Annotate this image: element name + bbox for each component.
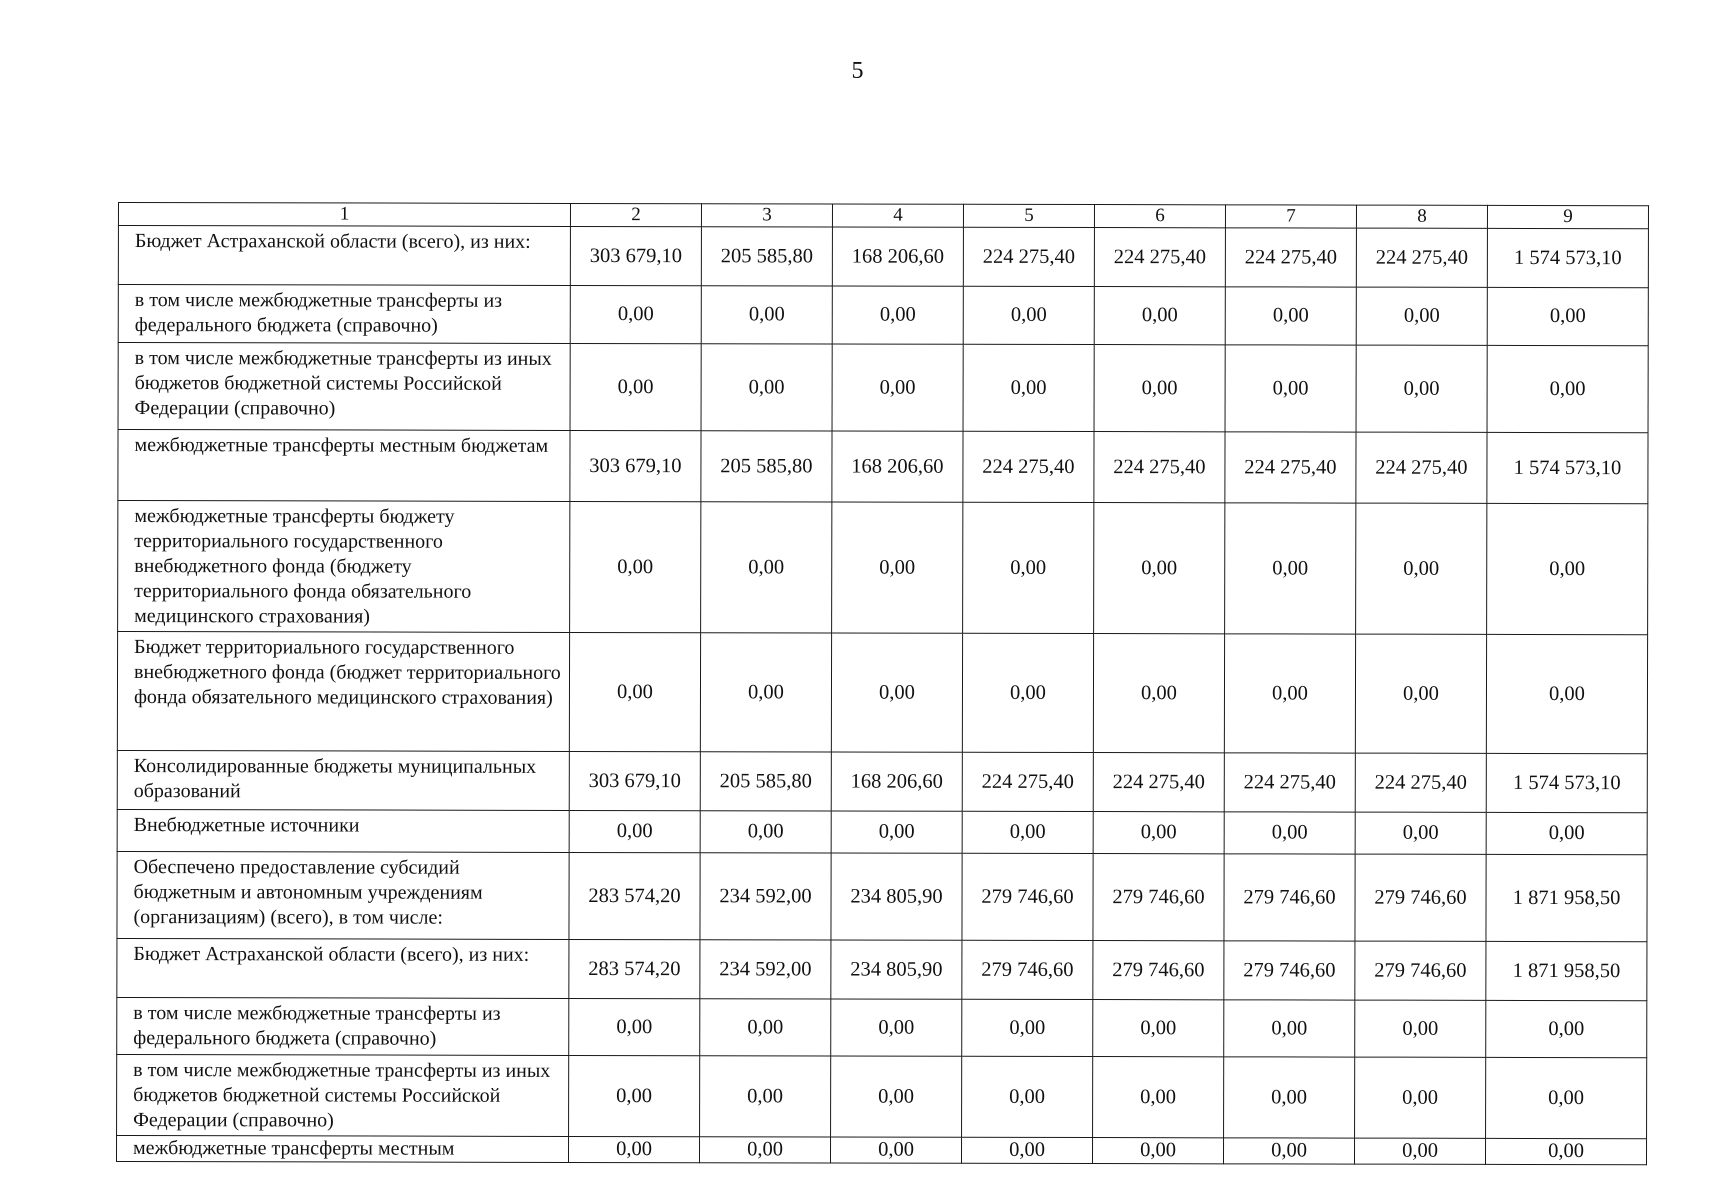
table-cell: 0,00 <box>1486 634 1647 753</box>
table-cell: 0,00 <box>700 999 831 1056</box>
table-cell: 0,00 <box>1485 1138 1646 1164</box>
row-label: Бюджет территориального государственного внебюджетного фонда (бюджет территориального фонда обязательного медицинского страхования) <box>117 632 569 752</box>
table-row <box>117 632 1647 754</box>
table-cell: 0,00 <box>962 811 1093 853</box>
table-row <box>118 285 1648 346</box>
table-cell: 224 275,40 <box>963 431 1094 502</box>
table-cell: 0,00 <box>1486 1057 1647 1138</box>
table-cell: 279 746,60 <box>1355 854 1486 941</box>
table-cell: 205 585,80 <box>701 227 832 286</box>
table-cell: 0,00 <box>1224 812 1355 854</box>
table-cell: 0,00 <box>1486 1000 1647 1057</box>
table-cell: 0,00 <box>1093 634 1224 753</box>
table-cell: 0,00 <box>1224 1057 1355 1138</box>
table-cell: 224 275,40 <box>963 227 1094 286</box>
row-label: Внебюджетные источники <box>117 809 569 852</box>
table-cell: 0,00 <box>570 285 701 343</box>
budget-table <box>116 202 1649 1165</box>
table-cell: 1 871 958,50 <box>1486 941 1647 1000</box>
table-cell: 168 206,60 <box>832 431 963 502</box>
table-cell: 0,00 <box>1487 345 1648 432</box>
table-row <box>116 1135 1646 1164</box>
table-cell: 224 275,40 <box>1225 432 1356 503</box>
row-label: в том числе межбюджетные трансферты из иных бюджетов бюджетной системы Российской Федерации (справочно) <box>117 1054 569 1136</box>
column-header: 3 <box>701 204 832 227</box>
table-cell: 224 275,40 <box>1225 228 1356 287</box>
table-cell: 0,00 <box>832 502 963 633</box>
table-cell: 0,00 <box>568 1136 699 1162</box>
table-cell: 224 275,40 <box>1356 432 1487 503</box>
table-row <box>118 501 1648 635</box>
column-header: 4 <box>832 204 963 227</box>
table-row <box>117 750 1647 812</box>
table-cell: 0,00 <box>830 1137 961 1163</box>
table-cell: 205 585,80 <box>701 431 832 502</box>
table-row <box>118 226 1648 288</box>
column-header: 7 <box>1225 205 1356 228</box>
row-label: Бюджет Астраханской области (всего), из них: <box>117 938 569 998</box>
table-cell: 1 574 573,10 <box>1487 432 1648 503</box>
table-cell: 0,00 <box>701 502 832 633</box>
row-label: межбюджетные трансферты местным <box>116 1135 568 1162</box>
row-label: Бюджет Астраханской области (всего), из них: <box>118 226 570 286</box>
table-cell: 0,00 <box>570 343 701 430</box>
table-row <box>117 938 1647 1000</box>
table-cell: 224 275,40 <box>1094 228 1225 287</box>
table-cell: 0,00 <box>963 502 1094 633</box>
table-cell: 0,00 <box>831 811 962 853</box>
table-cell: 234 592,00 <box>700 853 831 940</box>
table-cell: 279 746,60 <box>1355 941 1486 1000</box>
table-cell: 0,00 <box>1355 1057 1486 1138</box>
table-cell: 0,00 <box>1225 287 1356 345</box>
table-cell: 0,00 <box>1486 812 1647 854</box>
table-row <box>118 430 1648 504</box>
column-header: 2 <box>570 203 701 226</box>
row-label: Консолидированные бюджеты муниципальных образований <box>117 750 569 810</box>
table-cell: 0,00 <box>963 344 1094 431</box>
table-cell: 279 746,60 <box>1224 941 1355 1000</box>
column-header: 9 <box>1487 205 1648 228</box>
table-cell: 168 206,60 <box>831 752 962 811</box>
table-cell: 0,00 <box>1354 1138 1485 1164</box>
table-row <box>117 851 1647 941</box>
table-cell: 224 275,40 <box>1224 753 1355 812</box>
table-cell: 224 275,40 <box>1094 432 1225 503</box>
table-cell: 303 679,10 <box>569 751 700 810</box>
row-label: межбюджетные трансферты бюджету территориального государственного внебюджетного фонда (бюджету территориального фонда обязательного медицинского страхования) <box>118 501 570 633</box>
table-cell: 0,00 <box>700 811 831 853</box>
table-cell: 0,00 <box>1092 1138 1223 1164</box>
table-cell: 224 275,40 <box>962 752 1093 811</box>
table-cell: 0,00 <box>832 286 963 344</box>
table-cell: 0,00 <box>569 1055 700 1136</box>
table-cell: 0,00 <box>962 633 1093 752</box>
table-cell: 205 585,80 <box>700 752 831 811</box>
table-cell: 279 746,60 <box>1093 854 1224 941</box>
table-cell: 224 275,40 <box>1356 228 1487 287</box>
table-cell: 0,00 <box>1356 503 1487 634</box>
column-header: 6 <box>1094 205 1225 228</box>
table-cell: 0,00 <box>1224 634 1355 753</box>
table-cell: 303 679,10 <box>570 430 701 501</box>
table-cell: 234 592,00 <box>700 940 831 999</box>
table-cell: 0,00 <box>1223 1138 1354 1164</box>
table-cell: 0,00 <box>1225 345 1356 432</box>
table-cell: 1 871 958,50 <box>1486 854 1647 941</box>
column-header: 5 <box>963 204 1094 227</box>
table-cell: 0,00 <box>1093 1000 1224 1057</box>
table-cell: 0,00 <box>963 286 1094 344</box>
table-row <box>117 997 1647 1057</box>
table-cell: 0,00 <box>700 1056 831 1137</box>
table-cell: 0,00 <box>1224 1000 1355 1057</box>
table-cell: 234 805,90 <box>831 940 962 999</box>
table-cell: 0,00 <box>701 286 832 344</box>
table-row <box>117 809 1647 854</box>
table-cell: 224 275,40 <box>1093 753 1224 812</box>
row-label: в том числе межбюджетные трансферты из федерального бюджета (справочно) <box>117 997 569 1055</box>
table-cell: 0,00 <box>1487 503 1648 634</box>
table-cell: 0,00 <box>699 1137 830 1163</box>
table-cell: 0,00 <box>700 633 831 752</box>
row-label: межбюджетные трансферты местным бюджетам <box>118 430 570 502</box>
table-cell: 0,00 <box>1355 634 1486 753</box>
table-cell: 0,00 <box>831 1056 962 1137</box>
table-cell: 279 746,60 <box>962 940 1093 999</box>
table-cell: 0,00 <box>831 999 962 1056</box>
table-cell: 0,00 <box>1225 503 1356 634</box>
header-row <box>118 203 1648 229</box>
row-label: Обеспечено предоставление субсидий бюджетным и автономным учреждениям (организациям) (всего), в том числе: <box>117 851 569 939</box>
table-cell: 0,00 <box>1094 287 1225 345</box>
table-cell: 1 574 573,10 <box>1487 228 1648 287</box>
table-cell: 0,00 <box>569 998 700 1055</box>
table-cell: 0,00 <box>1093 812 1224 854</box>
table-cell: 0,00 <box>1487 287 1648 345</box>
table-cell: 0,00 <box>1356 345 1487 432</box>
table-cell: 0,00 <box>1093 1057 1224 1138</box>
table-cell: 279 746,60 <box>1093 941 1224 1000</box>
table-cell: 0,00 <box>961 1137 1092 1163</box>
table-cell: 0,00 <box>1356 287 1487 345</box>
table-row <box>117 1054 1647 1138</box>
table-cell: 234 805,90 <box>831 853 962 940</box>
page-number: 5 <box>851 58 864 84</box>
table-cell: 279 746,60 <box>962 853 1093 940</box>
table-cell: 0,00 <box>962 999 1093 1056</box>
table-cell: 0,00 <box>1094 503 1225 634</box>
table-cell: 0,00 <box>832 344 963 431</box>
row-label: в том числе межбюджетные трансферты из федерального бюджета (справочно) <box>118 285 570 344</box>
table-cell: 0,00 <box>701 344 832 431</box>
column-header: 8 <box>1356 205 1487 228</box>
table-cell: 279 746,60 <box>1224 854 1355 941</box>
column-header: 1 <box>118 203 570 227</box>
table-cell: 0,00 <box>1355 1000 1486 1057</box>
table-cell: 0,00 <box>962 1056 1093 1137</box>
table-cell: 0,00 <box>569 810 700 852</box>
table-cell: 0,00 <box>1094 345 1225 432</box>
table-cell: 0,00 <box>1355 812 1486 854</box>
table-cell: 0,00 <box>569 632 700 751</box>
table-cell: 283 574,20 <box>569 939 700 998</box>
table-row <box>118 343 1648 433</box>
table-cell: 0,00 <box>570 501 701 632</box>
table-cell: 168 206,60 <box>832 227 963 286</box>
row-label: в том числе межбюджетные трансферты из иных бюджетов бюджетной системы Российской Федерации (справочно) <box>118 343 570 431</box>
table-cell: 303 679,10 <box>570 226 701 285</box>
table-cell: 224 275,40 <box>1355 753 1486 812</box>
table-cell: 0,00 <box>831 633 962 752</box>
table-cell: 1 574 573,10 <box>1486 753 1647 812</box>
table-cell: 283 574,20 <box>569 852 700 939</box>
